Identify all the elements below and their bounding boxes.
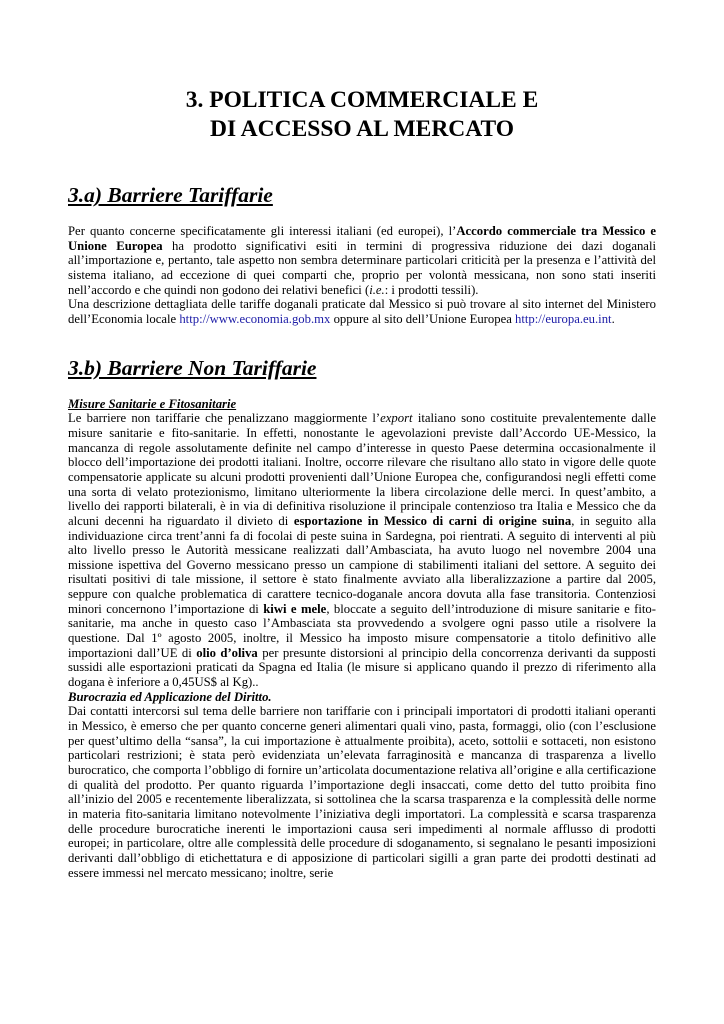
chapter-title <box>68 86 656 144</box>
europa-link[interactable]: http://europa.eu.int <box>515 311 612 326</box>
text-run: italiano sono costituite prevalentemente dalle misure sanitarie e fito-sanitarie. In effetti, nonostante le agevolazioni previste dall’Accordo UE-Messico, la mancanza di regole assolutamente definite nel campo d’interesse in questo Paese determina occasionalmente il blocco dell’importazione dei prodotti italiani. Inoltre, occorre rilevare che risultano allo stato in vigore delle quote compensatorie applicate su alcuni prodotti provenienti dall’Unione Europea che, configurandosi negli effetti come una sorta di velato protezionismo, limitano ulteriormente la libera circolazione delle merci. In quest’ambito, a livello dei rapporti bilaterali, è in via di definitiva risoluzione il principale contenzioso tra Italia e Messico che da alcuni decenni ha riguardato il divieto di <box>68 411 656 528</box>
economia-link[interactable]: http://www.economia.gob.mx <box>179 311 331 326</box>
sanitary-paragraph <box>68 411 656 689</box>
bold-text-olive-oil: olio d’oliva <box>196 645 258 660</box>
subheading-bureaucracy: Burocrazia ed Applicazione del Diritto. <box>68 689 272 704</box>
subheading-sanitary-measures: Misure Sanitarie e Fitosanitarie <box>68 396 237 411</box>
section-a-paragraph-2 <box>68 297 656 326</box>
section-b-body-2 <box>68 704 656 880</box>
section-heading-tariff-barriers: 3.a) Barriere Tariffarie <box>68 183 273 207</box>
text-run: : i prodotti tessili). <box>384 282 479 297</box>
chapter-title-line-2: DI ACCESSO AL MERCATO <box>209 116 515 142</box>
text-run: Le barriere non tariffarie che penalizzano maggiormente l’ <box>68 411 381 426</box>
section-a-paragraph-1 <box>68 224 656 297</box>
text-run: oppure al sito dell’Unione Europea <box>330 311 516 326</box>
section-b-body-1 <box>68 411 656 689</box>
section-a-body <box>68 224 656 327</box>
italic-text: i.e. <box>369 282 385 297</box>
bold-text-pork: esportazione in Messico di carni di origine suina <box>293 513 572 528</box>
text-run: Per quanto concerne specificatamente gli interessi italiani (ed europei), l’ <box>68 224 457 238</box>
text-run: . <box>611 311 615 326</box>
italic-text: export <box>380 411 413 426</box>
bureaucracy-paragraph: Dai contatti intercorsi sul tema delle barriere non tariffarie con i principali importatori di prodotti italiani operanti in Messico, è emerso che per quanto concerne generi alimentari quali vino, pasta, formaggi, olio (con l’esclusione per quest’ultimo della “sansa”, la cui importazione è attualmente proibita), aceto, sottolii e sottaceti, non esistono particolari restrizioni; è stata però evidenziata un’elevata farraginosità e mancanza di trasparenza a livello burocratico, che comporta l’obbligo di fornire un’articolata documentazione relativa all’origine e alla certificazione di qualità del prodotto. Per quanto riguarda l’importazione degli insaccati, come detto del tutto proibita fino all’inizio del 2005 e recentemente liberalizzata, si sottolinea che la scarsa trasparenza e la complessità delle norme in materia fito-sanitaria limitano notevolmente l’iniziativa degli importatori. La complessità e scarsa trasparenza delle procedure burocratiche inerenti le importazioni causa seri impedimenti al normale afflusso di prodotti europei; in particolare, oltre alle complessità delle procedure di sdoganamento, si segnalano le pesanti imposizioni derivanti dall’obbligo di etichettatura e di apposizione di particolari sigilli a gran parte dei prodotti destinati ad essere immessi nel mercato messicano; inoltre, serie <box>68 704 656 880</box>
chapter-title-line-1: 3. POLITICA COMMERCIALE E <box>185 87 539 113</box>
text-run: Una descrizione dettagliata delle tariffe doganali praticate dal Messico si può trovare al sito internet del Ministero dell’Economia locale <box>68 297 656 326</box>
bold-text-kiwi: kiwi e mele <box>263 601 327 616</box>
text-run: ha prodotto significativi esiti in termini di progressiva riduzione dei dazi doganali all’importazione e, pertanto, tale aspetto non sembra determinare particolari criticità per la presenza e l’attività del sistema italiano, ad eccezione di quei comparti che, proprio per volontà messicana, non sono stati inseriti nell’accordo e che quindi non godono dei relativi benefici ( <box>68 238 656 297</box>
bold-text-agreement: Accordo commerciale tra Messico e Unione Europea <box>68 224 656 253</box>
text-run: , in seguito alla individuazione circa trent’anni fa di focolai di peste suina in Sardegna, poi rientrati. A seguito di interventi al più alto livello presso le Autorità messicane realizzati dall’Ambasciata, ha avuto luogo nel novembre 2004 una missione ispettiva del Governo messicano presso un campione di stabilimenti italiani del settore. A seguito dei risultati positivi di tale missione, il settore è stato finalmente avviato alla liberalizzazione a partire dal 2005, seppure con qualche problematica di carattere tecnico-doganale ancora dovuta alla fase transitoria. Contenziosi minori concernono l’importazione di <box>68 513 656 616</box>
text-run: , bloccate a seguito dell’introduzione di misure sanitarie e fito-sanitarie, ma anche in questo caso l’Ambasciata sta provvedendo a svolgere ogni passo utile a risolvere la questione. Dal 1º agosto 2005, inoltre, il Messico ha imposto misure compensatorie a titolo definitivo alle importazioni dall’UE di <box>68 601 656 660</box>
text-run: per presunte distorsioni al principio della concorrenza derivanti da supposti sussidi alle esportazioni praticati da Spagna ed Italia (le misure si applicano quando il prezzo di riferimento alla dogana è inferiore a 0,45US$ al Kg).. <box>68 645 656 690</box>
section-heading-non-tariff-barriers: 3.b) Barriere Non Tariffarie <box>68 355 317 380</box>
